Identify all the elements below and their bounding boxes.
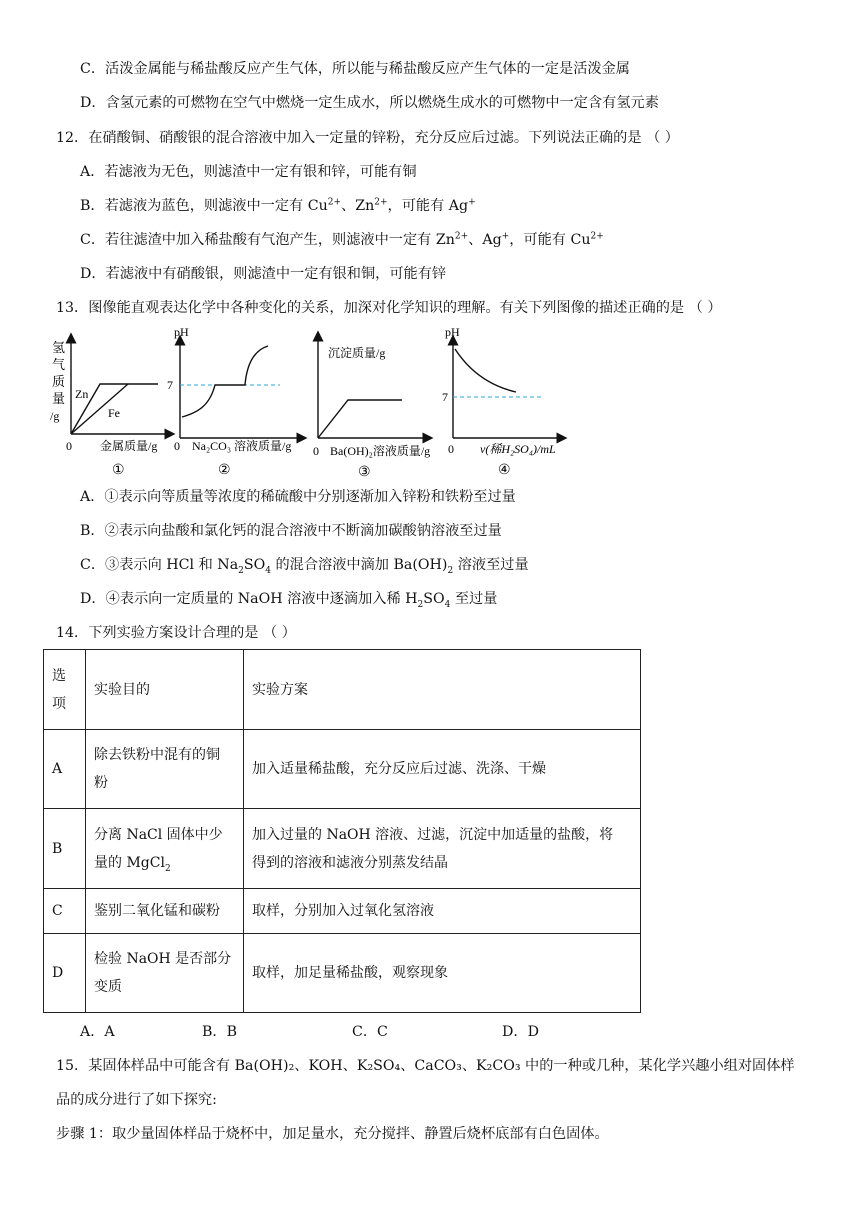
row-b-option: B: [44, 809, 86, 889]
q13-option-d: D．④表示向一定质量的 NaOH 溶液中逐滴加入稀 $H_2SO_4$ 至过量: [80, 591, 498, 610]
fig4-curve: [455, 349, 516, 392]
q15-stem-line1: 15．某固体样品中可能含有 Ba(OH)₂、KOH、K₂SO₄、CaCO₃、K₂CO₃ 中的一种或几种，某化学兴趣小组对固体样: [56, 1058, 795, 1074]
table-row: [44, 889, 641, 934]
fig4-number: ④: [498, 463, 511, 478]
row-a-option: A: [44, 730, 86, 809]
fig1-xlabel: 金属质量/g: [100, 439, 158, 453]
fig2-number: ②: [218, 463, 231, 478]
fig4-origin: 0: [448, 442, 454, 456]
fig2-xlabel: Na₂CO₃ 溶液质量/g: [192, 439, 292, 453]
fig3-curve: [318, 400, 402, 438]
row-b-goal: 分离 NaCl 固体中少 量的 MgCl$_2$: [86, 809, 244, 889]
fig3-number: ③: [358, 465, 371, 480]
fig1-ylabel-4: 量: [52, 391, 66, 406]
fig3-ylabel: 沉淀质量/g: [328, 346, 386, 360]
fig4-ylabel: pH: [445, 325, 460, 339]
header-goal: 实验目的: [86, 650, 244, 730]
row-c-goal: 鉴别二氧化锰和碳粉: [86, 889, 244, 934]
fig1-origin: 0: [66, 439, 72, 453]
fig1-ylabel-2: 气: [52, 357, 66, 372]
row-d-option: D: [44, 934, 86, 1013]
row-c-plan: 取样，分别加入过氧化氢溶液: [244, 889, 641, 934]
row-c-option: C: [44, 889, 86, 934]
q13-option-a: A．①表示向等质量等浓度的稀硫酸中分别逐渐加入锌粉和铁粉至过量: [80, 489, 516, 505]
header-option: 选 项: [44, 650, 86, 730]
fig1-ylabel-5: /g: [50, 409, 60, 423]
q11-option-c: C．活泼金属能与稀盐酸反应产生气体，所以能与稀盐酸反应产生气体的一定是活泼金属: [80, 61, 630, 77]
q12-option-a: A．若滤液为无色，则滤渣中一定有银和锌，可能有铜: [80, 164, 417, 180]
fig2-curve: [182, 346, 268, 417]
choice-b: B．B: [202, 1024, 238, 1040]
figure-4: [442, 325, 562, 478]
q12-option-b: B．若滤液为蓝色，则滤液中一定有 $Cu^{2+}$、$Zn^{2+}$，可能有 Ag+: [80, 197, 476, 214]
choice-a: A．A: [80, 1024, 115, 1040]
table-row: [44, 934, 641, 1013]
figure-1: [50, 338, 170, 478]
figure-2: [167, 325, 302, 478]
q14-table: [43, 649, 641, 1013]
row-d-plan: 取样，加足量稀盐酸，观察现象: [244, 934, 641, 1013]
fig3-origin: 0: [313, 444, 319, 458]
q14-stem: 14．下列实验方案设计合理的是 （ ）: [56, 625, 296, 641]
fig1-number: ①: [112, 463, 125, 478]
fig1-ylabel-3: 质: [52, 374, 66, 389]
q13-stem: 13．图像能直观表达化学中各种变化的关系，加深对化学知识的理解。有关下列图像的描述正确的是 （ ）: [56, 300, 722, 316]
row-b-plan: 加入过量的 NaOH 溶液、过滤，沉淀中加适量的盐酸，将 得到的溶液和滤液分别蒸发结晶: [244, 809, 641, 889]
q13-option-b: B．②表示向盐酸和氯化钙的混合溶液中不断滴加碳酸钠溶液至过量: [80, 523, 502, 539]
q12-stem: 12．在硝酸铜、硝酸银的混合溶液中加入一定量的锌粉，充分反应后过滤。下列说法正确的是 （ ）: [56, 130, 679, 146]
choice-d: D．D: [502, 1024, 539, 1040]
fig3-xlabel: Ba(OH)₂溶液质量/g: [330, 444, 431, 458]
q13-option-c: C．③表示向 HCl 和 $Na_2SO_4$ 的混合溶液中滴加 $Ba(OH)_2$ 溶液至过量: [80, 557, 529, 576]
row-a-plan: 加入适量稀盐酸，充分反应后过滤、洗涤、干燥: [244, 730, 641, 809]
fig2-origin: 0: [174, 439, 180, 453]
q11-option-d: D．含氢元素的可燃物在空气中燃烧一定生成水，所以燃烧生成水的可燃物中一定含有氢元素: [80, 95, 659, 111]
choice-c: C．C: [352, 1024, 388, 1040]
q15-step-1: 步骤 1：取少量固体样品于烧杯中，加足量水，充分搅拌、静置后烧杯底部有白色固体。: [56, 1126, 609, 1142]
row-d-goal: 检验 NaOH 是否部分 变质: [86, 934, 244, 1013]
q13-figures: [40, 322, 600, 484]
fig1-label-fe: Fe: [108, 406, 120, 420]
figure-3: [313, 336, 430, 480]
q14-choices: [80, 1021, 640, 1041]
table-header-row: [44, 650, 641, 730]
q15-stem-line2: 品的成分进行了如下探究:: [56, 1092, 217, 1108]
q12-option-d: D．若滤液中有硝酸银，则滤渣中一定有银和铜，可能有锌: [80, 266, 447, 282]
table-row: [44, 809, 641, 889]
fig2-ylabel: pH: [174, 325, 189, 339]
fig4-xlabel: v(稀H₂SO₄)/mL: [480, 442, 556, 456]
table-row: [44, 730, 641, 809]
fig1-label-zn: Zn: [75, 387, 89, 401]
header-plan: 实验方案: [244, 650, 641, 730]
q12-option-c: C．若往滤渣中加入稀盐酸有气泡产生，则滤液中一定有 $Zn^{2+}$、Ag+，可能有 $Cu^{2+}$: [80, 231, 604, 248]
fig4-level-label: 7: [442, 390, 448, 404]
row-a-goal: 除去铁粉中混有的铜 粉: [86, 730, 244, 809]
fig2-level-label: 7: [167, 378, 173, 392]
fig1-ylabel-1: 氢: [52, 340, 66, 355]
